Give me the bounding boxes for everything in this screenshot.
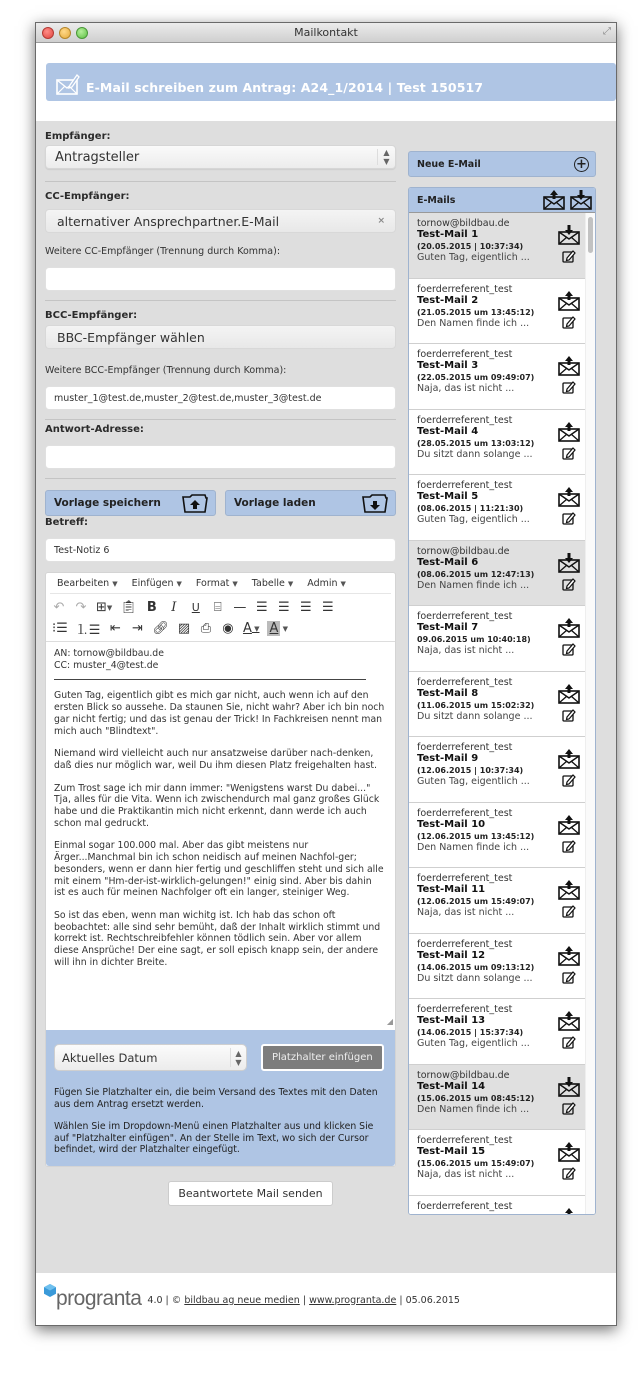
reply-edit-icon[interactable] (562, 380, 576, 394)
link-icon[interactable]: 🔗︎ (152, 621, 169, 636)
email-actions (558, 1077, 580, 1115)
recipient-label: Empfänger: (45, 131, 111, 142)
numbered-list-icon[interactable]: ⒈☰ (75, 623, 101, 638)
email-actions (558, 553, 580, 591)
email-subject: Test-Mail 13 (417, 1015, 486, 1026)
email-preview: Den Namen finde ich ... (417, 317, 530, 329)
email-preview: Naja, das ist nicht ... (417, 1169, 515, 1180)
bcc-placeholder: BBC-Empfänger wählen (57, 329, 205, 345)
email-sender: foerderreferent_test (417, 938, 513, 950)
email-actions (558, 684, 580, 722)
email-actions (558, 291, 580, 329)
page-header (46, 63, 616, 101)
email-preview: Guten Tag, eigentlich ... (417, 252, 530, 263)
outgoing-mail-icon[interactable] (558, 1142, 580, 1162)
email-date: (15.06.2015 um 08:45:12) (417, 1093, 535, 1103)
align-right-icon[interactable]: ☰ (299, 600, 312, 615)
email-actions (558, 487, 580, 525)
menu-tabelle[interactable] (252, 578, 293, 589)
content-separator (54, 679, 366, 680)
page-break-icon[interactable]: ⌸ (213, 600, 222, 615)
outgoing-mail-icon[interactable] (558, 422, 580, 442)
compose-form (45, 123, 396, 1206)
caret-down-icon: ▼ (340, 580, 346, 588)
company-link[interactable]: bildbau ag neue medien (184, 1294, 300, 1306)
indent-icon[interactable]: ⇥ (132, 621, 143, 636)
email-subject: Test-Mail 6 (417, 556, 479, 568)
window-controls (42, 27, 88, 39)
separator: | (399, 1294, 403, 1306)
email-list-item[interactable] (409, 410, 595, 476)
copyright-symbol: © (171, 1294, 182, 1306)
logo-cube-icon (44, 1284, 56, 1297)
email-preview: Den Namen finde ich ... (417, 841, 530, 853)
email-list-item[interactable] (409, 868, 595, 934)
reply-edit-icon[interactable] (562, 1166, 576, 1180)
body-paragraph: So ist das eben, wenn man wichitg ist. Ich hab das schon oft beobachtet: alle sind sehr bemüht, daß der Inhalt wirklich stimmt und korrekt ist. Rechtschreibfehler können tödlich sein. Aber vor allem diese Ansprüche! Der eine sagt, er soll episch knapp sein, der andere will ihn in dichter Breite. (54, 909, 381, 968)
email-actions (558, 749, 580, 787)
folder-download-icon (361, 493, 389, 513)
editor-toolbar (46, 594, 395, 642)
reply-edit-icon[interactable] (562, 446, 576, 460)
email-preview: Guten Tag, eigentlich ... (417, 776, 530, 787)
email-preview: Den Namen finde ich ... (417, 579, 530, 591)
divider (45, 419, 396, 420)
brand-name: progranta (56, 1287, 142, 1310)
reply-edit-icon[interactable] (562, 577, 576, 591)
redo-icon[interactable]: ↷ (75, 600, 87, 615)
scrollbar-track[interactable] (585, 213, 595, 1214)
save-template-label: Vorlage speichern (54, 497, 161, 509)
email-subject: Test-Mail 9 (417, 753, 479, 764)
caret-down-icon: ▼ (232, 580, 238, 588)
cc-label: CC-Empfänger: (45, 191, 130, 202)
reply-edit-icon[interactable] (562, 970, 576, 984)
placeholder-help-2: Wählen Sie im Dropdown-Menü einen Platzhalter aus und klicken Sie auf "Platzhalter einfügen". An der Stelle im Text, wo sich der Cursor befindet, wird der Platzhalter eingefügt. (54, 1121, 374, 1155)
email-subject: Test-Mail 3 (417, 360, 479, 371)
placeholder-select-value: Aktuelles Datum (62, 1050, 158, 1065)
new-email-label: Neue E-Mail (417, 158, 481, 170)
new-email-button[interactable] (408, 151, 596, 177)
email-sender: foerderreferent_test (417, 414, 513, 426)
email-list-item[interactable] (409, 606, 595, 672)
email-subject: Test-Mail 11 (417, 884, 486, 895)
table-icon[interactable]: ⊞ ▼ (96, 600, 113, 615)
insert-placeholder-button[interactable]: Platzhalter einfügen (261, 1044, 384, 1071)
email-date: (08.06.2015 um 12:47:13) (417, 569, 535, 579)
italic-icon[interactable]: I (171, 600, 177, 615)
menu-label: Admin (307, 578, 338, 589)
email-list-item[interactable] (409, 475, 595, 541)
page-title: E-Mail schreiben zum Antrag: A24_1/2014 | Test 150517 (86, 80, 484, 95)
align-left-icon[interactable]: ☰ (255, 600, 268, 615)
email-preview: Du sitzt dann solange ... (417, 448, 533, 460)
reply-edit-icon[interactable] (562, 839, 576, 853)
bcc-label: BCC-Empfänger: (45, 310, 138, 321)
email-subject: Test-Mail 8 (417, 687, 479, 699)
caret-down-icon: ▼ (112, 580, 118, 588)
resize-handle-icon[interactable]: ◢ (386, 1017, 393, 1027)
load-template-label: Vorlage laden (234, 497, 316, 509)
email-sender: foerderreferent_test (417, 1004, 513, 1015)
template-buttons (45, 490, 396, 516)
body-paragraph: Zum Trost sage ich mir dann immer: "Wenigstens warst Du dabei..." Tja, alles für die Vita. Wenn ich zwischendurch mal ganz großes Glück habe und die Praktikantin mich nicht erkennt, dann werde ich auch schon mal gedruckt. (54, 782, 380, 829)
placeholder-select[interactable] (54, 1044, 247, 1071)
email-list-item[interactable] (409, 1196, 595, 1215)
reply-edit-icon[interactable] (562, 642, 576, 656)
divider (45, 181, 396, 182)
email-date: (12.06.2015 um 13:45:12) (417, 831, 535, 841)
email-date: (21.05.2015 um 13:45:12) (417, 307, 535, 317)
email-list-item[interactable] (409, 1065, 595, 1131)
preview-icon[interactable]: ◉ (222, 621, 234, 636)
divider (45, 300, 396, 301)
menu-label: Format (195, 578, 230, 589)
fullscreen-icon[interactable]: ⤢ (603, 26, 611, 37)
incoming-mail-icon[interactable] (558, 553, 580, 573)
editor-menubar (50, 573, 391, 594)
body-paragraph: Guten Tag, eigentlich gibt es mich gar nicht, auch wenn ich auf den ersten Blick so aussehe. Da staunen Sie, nicht wahr? Aber ich bin noch gar nicht fertig; und das ist genau der Trick! In Fachkreisen nennt man mich auch "Blindtext". (54, 690, 385, 737)
email-date: (22.05.2015 um 09:49:07) (417, 373, 535, 382)
email-sender: foerderreferent_test (417, 611, 513, 622)
emails-panel (408, 187, 596, 1215)
outgoing-mail-icon[interactable] (558, 815, 580, 835)
menu-label: Bearbeiten (57, 578, 110, 589)
justify-icon[interactable]: ☰ (321, 600, 334, 615)
email-list-item[interactable] (409, 279, 595, 345)
outdent-icon[interactable]: ⇤ (110, 621, 121, 636)
email-date: (28.05.2015 um 13:03:12) (417, 438, 535, 448)
outgoing-mail-icon[interactable] (558, 684, 580, 704)
email-date: 09.06.2015 um 10:40:18) (417, 635, 531, 644)
subject-label: Betreff: (45, 517, 88, 528)
version: 4.0 (147, 1294, 163, 1306)
email-sender: foerderreferent_test (417, 742, 513, 753)
subject-input[interactable]: Test-Notiz 6 (45, 538, 396, 562)
email-actions (558, 1142, 580, 1180)
email-sender: foerderreferent_test (417, 1135, 513, 1146)
emails-header (409, 188, 595, 212)
header-cc-line: CC: muster_4@test.de (54, 659, 159, 671)
email-actions (558, 815, 580, 853)
cc-select[interactable] (45, 209, 396, 233)
reply-edit-icon[interactable] (562, 1035, 576, 1049)
email-sender: foerderreferent_test (417, 873, 513, 884)
window-title: Mailkontakt (294, 26, 358, 39)
email-sender: foerderreferent_test (417, 283, 513, 295)
clear-cc-icon[interactable]: × (377, 216, 385, 226)
email-sender: foerderreferent_test (417, 1200, 513, 1212)
email-date: (15.06.2015 um 15:49:07) (417, 1159, 535, 1168)
image-icon[interactable]: ▨ (177, 621, 191, 636)
mailkontakt-window (35, 22, 617, 1326)
more-bcc-label: Weitere BCC-Empfänger (Trennung durch Komma): (45, 365, 287, 376)
outgoing-mail-icon[interactable] (558, 356, 580, 376)
email-actions (558, 225, 580, 263)
filter-outgoing-icon[interactable] (543, 190, 565, 210)
email-sidebar (408, 151, 596, 1215)
email-date: (14.06.2015 | 15:37:34) (417, 1028, 524, 1037)
more-cc-input[interactable] (45, 267, 396, 291)
send-reply-button[interactable]: Beantwortete Mail senden (168, 1181, 332, 1206)
menu-label: Tabelle (251, 578, 285, 589)
reply-to-input[interactable] (45, 445, 396, 469)
footer (36, 1273, 616, 1325)
email-preview: Naja, das ist nicht ... (417, 645, 515, 656)
rich-text-editor (45, 572, 396, 1167)
horizontal-rule-icon[interactable]: — (233, 600, 247, 615)
title-bar (36, 23, 616, 43)
header-to-line: AN: tornow@bildbau.de (54, 648, 164, 659)
bcc-select[interactable] (45, 325, 396, 349)
filter-incoming-icon[interactable] (570, 190, 592, 210)
menu-bearbeiten[interactable] (57, 578, 118, 589)
reply-edit-icon[interactable] (562, 708, 576, 722)
body-paragraph: Niemand wird vielleicht auch nur ansatzweise darüber nach-denken, daß dies nur möglich war, weil Du ihm diesen Platz freigehalten hast. (54, 748, 377, 771)
recipient-select[interactable] (45, 145, 396, 169)
email-subject: Test-Mail 10 (417, 818, 486, 830)
paste-icon[interactable]: 📋︎ (120, 600, 137, 615)
progranta-logo (44, 1287, 141, 1311)
outgoing-mail-icon[interactable] (558, 1208, 580, 1215)
bold-icon[interactable]: B (146, 600, 157, 615)
email-list-item[interactable] (409, 541, 595, 607)
close-window-button[interactable] (42, 27, 54, 39)
email-list-item[interactable] (409, 737, 595, 803)
emails-title: E-Mails (417, 194, 456, 206)
cc-value: alternativer Ansprechpartner.E-Mail (57, 213, 280, 229)
email-preview: Den Namen finde ich ... (417, 1103, 530, 1115)
email-subject: Test-Mail 1 (417, 229, 479, 240)
email-sender: foerderreferent_test (417, 349, 513, 360)
incoming-mail-icon[interactable] (558, 1077, 580, 1097)
email-subject: Test-Mail 7 (417, 622, 479, 633)
print-icon[interactable]: ⎙ (200, 621, 212, 636)
email-sender: tornow@bildbau.de (417, 1069, 510, 1081)
folder-upload-icon (181, 493, 209, 513)
undo-icon[interactable]: ↶ (53, 600, 65, 615)
body-paragraph: Einmal sogar 100.000 mal. Aber das gibt meistens nur Ärger...Manchmal bin ich schon neidisch auf meinen Nachfol-ger; besonders, wenn er dann hier fertig und geschliffen steht und sich alle mit einem "Hm-der-ist-wirklich-gelungen!" einig sind. Aber bis dahin ist es auch für meinen Nachfolger oft ein langer, steiniger Weg. (54, 840, 384, 899)
footer-date: 05.06.2015 (405, 1294, 460, 1306)
align-center-icon[interactable]: ☰ (277, 600, 290, 615)
reply-edit-icon[interactable] (562, 511, 576, 525)
email-subject: Test-Mail 4 (417, 425, 479, 437)
placeholder-help-1: Fügen Sie Platzhalter ein, die beim Versand des Textes mit den Daten aus dem Antrag ersetzt werden. (54, 1087, 378, 1110)
background-color-icon[interactable]: A ▼ (269, 621, 288, 636)
email-actions (558, 946, 580, 984)
minimize-window-button[interactable] (59, 27, 71, 39)
outgoing-mail-icon[interactable] (558, 1011, 580, 1031)
email-date: (14.06.2015 um 09:13:12) (417, 962, 535, 972)
email-date: (12.06.2015 | 10:37:34) (417, 766, 524, 775)
email-sender: tornow@bildbau.de (417, 545, 510, 557)
bullet-list-icon[interactable]: ⁝☰ (52, 621, 68, 636)
reply-edit-icon[interactable] (562, 249, 576, 263)
email-date: (12.06.2015 um 15:49:07) (417, 897, 535, 906)
separator: | (302, 1294, 307, 1306)
reply-edit-icon[interactable] (562, 773, 576, 787)
email-actions (558, 880, 580, 918)
email-list-item[interactable] (409, 934, 595, 1000)
email-actions (558, 1011, 580, 1049)
email-actions (558, 618, 580, 656)
email-list-item[interactable] (409, 999, 595, 1065)
outgoing-mail-icon[interactable] (558, 946, 580, 966)
emails-list[interactable] (409, 212, 595, 1214)
underline-icon[interactable]: U (191, 601, 200, 614)
email-sender: foerderreferent_test (417, 676, 513, 688)
reply-edit-icon[interactable] (562, 1101, 576, 1115)
email-date: (08.06.2015 | 11:21:30) (417, 504, 524, 513)
menu-label: Einfügen (131, 578, 174, 589)
incoming-mail-icon[interactable] (558, 225, 580, 245)
more-bcc-input[interactable]: muster_1@test.de,muster_2@test.de,muster_3@test.de (45, 386, 396, 410)
email-actions (558, 356, 580, 394)
select-arrows-icon: ▲ ▼ (377, 149, 395, 165)
website-link[interactable]: www.progranta.de (309, 1294, 397, 1306)
email-subject: Test-Mail 5 (417, 491, 479, 502)
reply-edit-icon[interactable] (562, 315, 576, 329)
divider (45, 478, 396, 479)
outgoing-mail-icon[interactable] (558, 618, 580, 638)
placeholder-panel (46, 1030, 395, 1166)
email-preview: Guten Tag, eigentlich ... (417, 514, 530, 525)
plus-circle-icon: + (574, 157, 589, 172)
scrollbar-thumb[interactable] (588, 217, 593, 253)
select-arrows-icon: ▲ ▼ (230, 1048, 246, 1067)
menu-admin[interactable] (307, 578, 346, 589)
recipient-value: Antragsteller (55, 149, 140, 165)
zoom-window-button[interactable] (76, 27, 88, 39)
email-subject: Test-Mail 15 (417, 1146, 486, 1157)
email-subject: Test-Mail 2 (417, 294, 479, 306)
email-preview: Du sitzt dann solange ... (417, 972, 533, 984)
email-list-item[interactable] (409, 803, 595, 869)
caret-down-icon: ▼ (287, 580, 294, 588)
text-color-icon[interactable]: A ▼ (242, 621, 260, 636)
outgoing-mail-icon[interactable] (558, 291, 580, 311)
mail-edit-icon (56, 73, 80, 95)
reply-edit-icon[interactable] (562, 904, 576, 918)
email-preview: Naja, das ist nicht ... (417, 907, 515, 918)
email-list-item[interactable] (409, 344, 595, 410)
outgoing-mail-icon[interactable] (558, 880, 580, 900)
separator: | (165, 1294, 169, 1306)
email-sender: foerderreferent_test (417, 480, 513, 491)
outgoing-mail-icon[interactable] (558, 487, 580, 507)
email-subject: Test-Mail 12 (417, 949, 486, 961)
email-sender: foerderreferent_test (417, 807, 513, 819)
menu-einfuegen[interactable] (132, 578, 182, 589)
load-template-button[interactable] (225, 490, 396, 516)
email-list-item[interactable] (409, 672, 595, 738)
email-sender: tornow@bildbau.de (417, 218, 510, 229)
save-template-button[interactable] (45, 490, 216, 516)
email-date: (11.06.2015 um 15:02:32) (417, 700, 535, 710)
email-preview: Guten Tag, eigentlich ... (417, 1038, 530, 1049)
caret-down-icon: ▼ (176, 580, 182, 588)
more-cc-label: Weitere CC-Empfänger (Trennung durch Komma): (45, 246, 281, 257)
menu-format[interactable] (196, 578, 238, 589)
email-actions (558, 1208, 580, 1215)
email-list-item[interactable] (409, 213, 595, 279)
reply-to-label: Antwort-Adresse: (45, 424, 144, 435)
outgoing-mail-icon[interactable] (558, 749, 580, 769)
header-area (36, 43, 616, 121)
email-preview: Naja, das ist nicht ... (417, 383, 515, 394)
email-preview: Du sitzt dann solange ... (417, 710, 533, 722)
email-actions (558, 422, 580, 460)
email-subject: Test-Mail 14 (417, 1080, 486, 1092)
email-list-item[interactable] (409, 1130, 595, 1196)
email-date: (20.05.2015 | 10:37:34) (417, 242, 524, 251)
editor-content[interactable] (46, 642, 395, 1030)
